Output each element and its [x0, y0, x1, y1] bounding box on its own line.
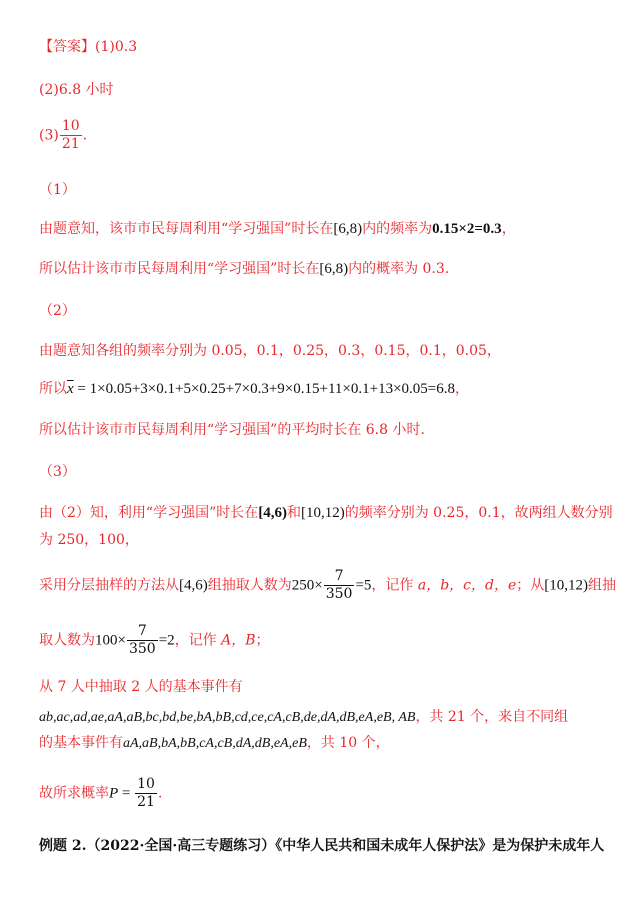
sample-formula-a: 100×	[95, 632, 126, 649]
part-1-line-2	[39, 259, 449, 279]
interval: [6,8)	[319, 261, 349, 277]
part-3-text: ；	[255, 632, 270, 649]
part-3-line-6	[39, 707, 568, 728]
part-3-line-1	[39, 503, 613, 523]
part-3-line-2: 为 250，100，	[39, 532, 139, 548]
part-3-line-4	[39, 623, 270, 658]
part-3-text: 由（2）知，利用“学习强国”时长在	[39, 505, 259, 521]
part-3-line-7	[39, 733, 390, 754]
part-1-text-mid: 内的概率为 0.3.	[348, 261, 450, 277]
sample-formula-a: 250×	[291, 577, 323, 594]
interval: [4,6)	[179, 577, 208, 594]
fraction-denominator: 21	[137, 794, 155, 810]
mean-formula	[67, 381, 455, 397]
part-3-text: ，共 21 个，来自不同组	[415, 709, 569, 725]
part-2-line-2	[39, 379, 469, 399]
part-2-heading: （2）	[39, 303, 76, 319]
part-3-text: ，共 10 个，	[306, 735, 390, 751]
answer-label: 【答案】	[39, 39, 95, 55]
fraction-denominator: 21	[61, 136, 80, 152]
group-variables: a，b，c，d，e	[417, 577, 517, 594]
part-3-text: 取人数为	[39, 632, 95, 649]
answer-part-3-suffix: .	[82, 127, 88, 144]
sample-fraction	[324, 568, 355, 603]
part-2-line-1: 由题意知各组的频率分别为 0.05，0.1，0.25，0.3，0.15，0.1，0.05，	[39, 343, 501, 359]
mean-symbol: $\overline{x}$	[67, 381, 74, 397]
probability-symbol: P	[109, 785, 119, 802]
answer-fraction	[60, 118, 82, 153]
part-3-text: 组抽	[588, 577, 617, 594]
event-list: aA,aB,bA,bB,cA,cB,dA,dB,eA,eB	[123, 736, 307, 751]
probability-fraction	[135, 776, 157, 811]
equals-sign: =	[118, 785, 135, 802]
part-3-text: ，记作	[174, 632, 222, 649]
part-3-text: 的频率分别为 0.25，0.1，故两组人数分别	[344, 505, 613, 521]
fraction-numerator: 7	[127, 623, 158, 641]
fraction-denominator: 350	[325, 586, 353, 602]
interval: [6,8)	[333, 221, 363, 237]
part-3-line-8	[39, 776, 162, 811]
group-variables: A，B	[221, 632, 256, 649]
part-3-text: ，记作	[371, 577, 418, 594]
part-3-text: 采用分层抽样的方法从	[39, 577, 179, 594]
part-3-line-5: 从 7 人中抽取 2 人的基本事件有	[39, 679, 243, 695]
part-3-text: 的基本事件有	[39, 735, 123, 751]
part-1-heading: （1）	[39, 182, 76, 198]
interval: [4,6)	[258, 505, 287, 521]
example-heading: 例题 2.（2022·全国·高三专题练习）《中华人民共和国未成年人保护法》是为保护未成年人	[39, 838, 605, 854]
sample-formula-b: =5	[355, 577, 372, 594]
part-3-text: 和	[286, 505, 301, 521]
event-list: ab,ac,ad,ae,aA,aB,bc,bd,be,bA,bB,cd,ce,cA,cB,de,dA,dB,eA,eB, AB	[39, 710, 416, 725]
mean-expression: = 1×0.05+3×0.1+5×0.25+7×0.3+9×0.15+11×0.1+13×0.05=6.8	[73, 381, 456, 397]
part-3-heading: （3）	[39, 464, 76, 480]
sample-formula-b: =2	[158, 632, 175, 649]
part-3-text: .	[157, 785, 163, 802]
interval: [10,12)	[300, 505, 345, 521]
part-1-text-mid: 内的频率为	[362, 221, 433, 237]
part-1-line-1	[39, 219, 516, 239]
part-2-text: 所以	[39, 381, 67, 397]
part-1-text: 由题意知，该市市民每周利用“学习强国”时长在	[39, 221, 334, 237]
answer-line-1	[39, 37, 137, 57]
answer-line-2: (2)6.8 小时	[39, 82, 114, 98]
part-1-text: 所以估计该市市民每周利用“学习强国”时长在	[39, 261, 320, 277]
punctuation: ，	[455, 381, 470, 397]
sample-fraction	[127, 623, 158, 658]
answer-part-1: (1)0.3	[95, 39, 138, 55]
fraction-denominator: 350	[128, 641, 156, 657]
part-3-text: 故所求概率	[39, 785, 109, 802]
punctuation: ，	[501, 221, 516, 237]
part-3-line-3	[39, 568, 616, 603]
interval: [10,12)	[544, 577, 589, 594]
fraction-numerator: 10	[137, 776, 155, 792]
part-3-text: 组抽取人数为	[207, 577, 292, 594]
frequency-formula: 0.15×2=0.3	[432, 221, 502, 237]
answer-line-3	[39, 118, 87, 153]
part-2-line-3: 所以估计该市市民每周利用“学习强国”的平均时长在 6.8 小时.	[39, 422, 425, 438]
answer-part-3-prefix: (3)	[39, 127, 59, 144]
part-3-text: ；从	[516, 577, 545, 594]
fraction-numerator: 7	[324, 568, 355, 586]
fraction-numerator: 10	[61, 118, 80, 134]
